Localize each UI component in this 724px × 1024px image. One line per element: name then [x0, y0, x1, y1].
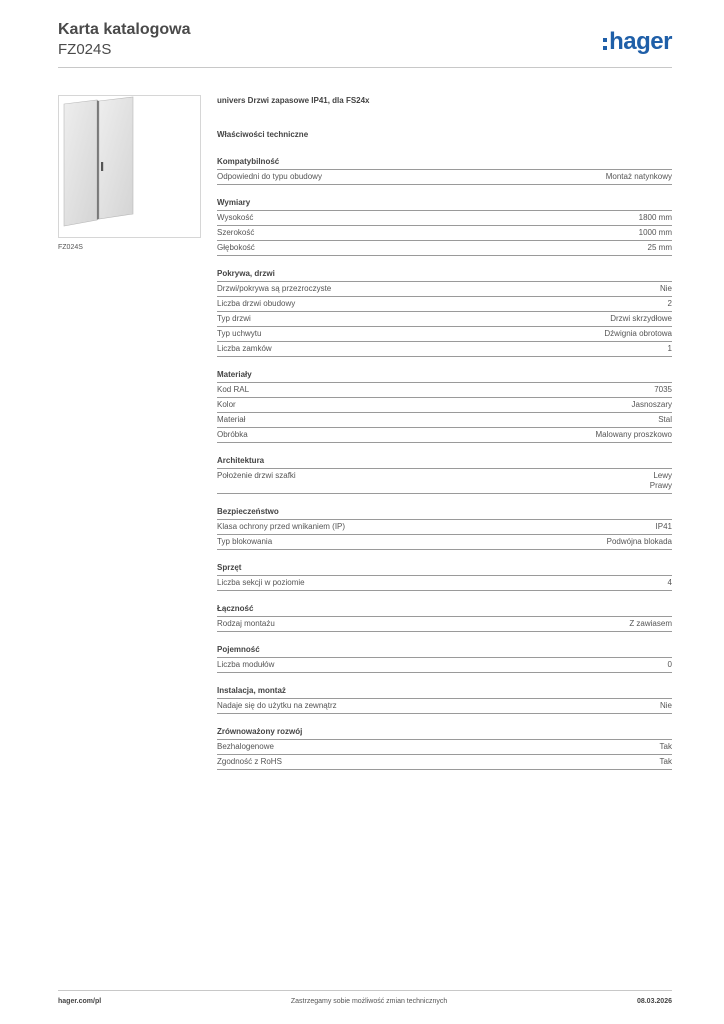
spec-label: Kolor — [217, 400, 236, 409]
spec-row — [217, 428, 672, 443]
spec-section — [217, 644, 672, 673]
spec-value: Stal — [658, 415, 672, 424]
spec-value: Nie — [659, 284, 672, 293]
spec-value: Tak — [659, 742, 672, 751]
spec-label: Nadaje się do użytku na zewnątrz — [217, 701, 337, 710]
spec-label: Położenie drzwi szafki — [217, 471, 296, 480]
spec-value: 7035 — [654, 385, 672, 394]
spec-row — [217, 535, 672, 550]
document-header — [58, 20, 190, 59]
footer-note: Zastrzegamy sobie możliwość zmian technicznych — [290, 998, 448, 1005]
header-divider — [58, 67, 672, 68]
spec-value: 4 — [667, 578, 672, 587]
spec-value: IP41 — [655, 522, 672, 531]
spec-row — [217, 576, 672, 591]
spec-label: Klasa ochrony przed wnikaniem (IP) — [217, 522, 346, 531]
spec-label: Głębokość — [217, 243, 255, 252]
footer-divider — [58, 990, 672, 991]
spec-row — [217, 297, 672, 312]
document-title: Karta katalogowa — [58, 21, 191, 38]
spec-value: Malowany proszkowo — [595, 430, 672, 439]
spec-value: Nie — [659, 701, 672, 710]
section-title: Bezpieczeństwo — [217, 506, 672, 520]
spec-section — [217, 197, 672, 256]
page-footer — [58, 998, 672, 1005]
section-title: Wymiary — [217, 197, 672, 211]
spec-row — [217, 170, 672, 185]
spec-value: 25 mm — [647, 243, 672, 252]
section-title: Pokrywa, drzwi — [217, 268, 672, 282]
spec-value: Montaż natynkowy — [605, 172, 672, 181]
spec-row — [217, 383, 672, 398]
spec-row — [217, 226, 672, 241]
spec-label: Liczba zamków — [217, 344, 272, 353]
section-title: Zrównoważony rozwój — [217, 726, 672, 740]
spec-value: Dźwignia obrotowa — [604, 329, 672, 338]
spec-row — [217, 342, 672, 357]
footer-website[interactable]: hager.com/pl — [58, 998, 102, 1005]
spec-value: Z zawiasem — [629, 619, 672, 628]
spec-row — [217, 617, 672, 632]
spec-row — [217, 398, 672, 413]
spec-section — [217, 685, 672, 714]
spec-row — [217, 699, 672, 714]
spec-section — [217, 506, 672, 550]
spec-value: 2 — [667, 299, 672, 308]
spec-label: Materiał — [217, 415, 246, 424]
spec-label: Liczba sekcji w poziomie — [217, 578, 305, 587]
spec-value: Tak — [659, 757, 672, 766]
product-image — [58, 95, 201, 238]
spec-label: Szerokość — [217, 228, 255, 237]
spec-row — [217, 658, 672, 673]
image-caption: FZ024S — [58, 244, 83, 251]
section-title: Instalacja, montaż — [217, 685, 672, 699]
spec-section — [217, 369, 672, 443]
spec-label: Bezhalogenowe — [217, 742, 274, 751]
spec-section — [217, 268, 672, 357]
spec-value: 1 — [667, 344, 672, 353]
spec-value: Jasnoszary — [631, 400, 672, 409]
spec-label: Typ uchwytu — [217, 329, 262, 338]
hager-logo — [603, 28, 672, 56]
spec-value: 1000 mm — [638, 228, 672, 237]
section-title: Kompatybilność — [217, 156, 672, 170]
double-door-icon — [59, 96, 200, 237]
spec-value: 1800 mm — [638, 213, 672, 222]
spec-label: Rodzaj montażu — [217, 619, 275, 628]
spec-label: Wysokość — [217, 213, 254, 222]
spec-section — [217, 156, 672, 185]
spec-label: Typ drzwi — [217, 314, 251, 323]
spec-content — [217, 96, 672, 770]
spec-section — [217, 726, 672, 770]
spec-row — [217, 327, 672, 342]
spec-value: Drzwi skrzydłowe — [610, 314, 672, 323]
spec-label: Zgodność z RoHS — [217, 757, 282, 766]
spec-value: 0 — [667, 660, 672, 669]
spec-row — [217, 520, 672, 535]
spec-sections — [217, 156, 672, 770]
spec-row — [217, 312, 672, 327]
product-code: FZ024S — [58, 41, 112, 58]
spec-value: Podwójna blokada — [606, 537, 672, 546]
spec-row — [217, 241, 672, 256]
spec-section — [217, 562, 672, 591]
spec-row — [217, 755, 672, 770]
spec-label: Liczba drzwi obudowy — [217, 299, 296, 308]
section-title: Łączność — [217, 603, 672, 617]
spec-row — [217, 211, 672, 226]
spec-label: Odpowiedni do typu obudowy — [217, 172, 322, 181]
spec-label: Typ blokowania — [217, 537, 273, 546]
spec-value: Lewy Prawy — [649, 471, 672, 490]
spec-label: Obróbka — [217, 430, 248, 439]
technical-properties-title: Właściwości techniczne — [217, 130, 309, 139]
spec-label: Liczba modułów — [217, 660, 275, 669]
spec-label: Drzwi/pokrywa są przezroczyste — [217, 284, 332, 293]
section-title: Materiały — [217, 369, 672, 383]
spec-label: Kod RAL — [217, 385, 250, 394]
spec-row — [217, 282, 672, 297]
section-title: Sprzęt — [217, 562, 672, 576]
section-title: Pojemność — [217, 644, 672, 658]
spec-row — [217, 469, 672, 494]
spec-section — [217, 455, 672, 494]
logo-text: hager — [609, 28, 672, 55]
footer-date: 08.03.2026 — [636, 998, 672, 1005]
spec-section — [217, 603, 672, 632]
product-description: univers Drzwi zapasowe IP41, dla FS24x — [217, 96, 370, 105]
logo-dots-icon — [603, 38, 607, 50]
spec-row — [217, 413, 672, 428]
spec-row — [217, 740, 672, 755]
section-title: Architektura — [217, 455, 672, 469]
